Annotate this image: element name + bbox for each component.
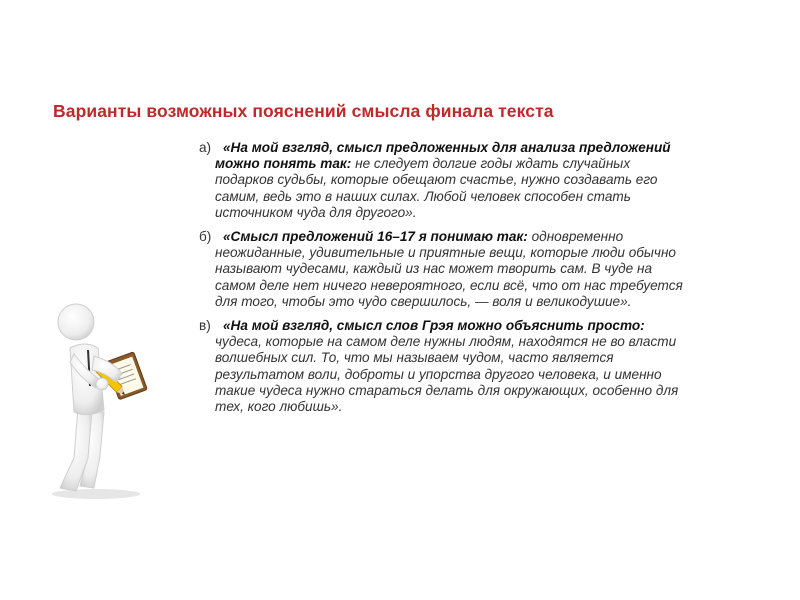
option-marker: в) (199, 318, 211, 334)
option-lead: «На мой взгляд, смысл слов Грэя можно объяснить просто: (223, 318, 645, 334)
option-body: одновременно неожиданные, удивительные и приятные вещи, которые люди обычно называют чудесами, каждый из нас может творить сам. В чуде на самом деле нет ничего невероятного, если всё, что от нас требуется для того, чтобы это чудо свершилось, — воля и великодушие». (215, 229, 683, 309)
figure-with-clipboard-icon (30, 290, 180, 500)
option-body: чудеса, которые на самом деле нужны людям, находятся не во власти волшебных сил. То, что мы называем чудом, часто является результатом воли, доброты и упорства другого человека, и именно такие чудеса нужно стараться делать для окружающих, особенно для тех, кого любишь». (215, 334, 679, 415)
option-a (199, 140, 689, 221)
option-body: не следует долгие годы ждать случайных подарков судьбы, которые обещают счастье, нужно создавать его самим, ведь это в наших силах. Любой человек способен стать источником чуда для другого». (215, 156, 658, 220)
option-lead: «Смысл предложений 16–17 я понимаю так: (223, 229, 528, 245)
option-b (199, 229, 689, 310)
option-marker: б) (199, 229, 212, 245)
options-list (199, 140, 689, 415)
option-c (199, 318, 689, 415)
option-marker: а) (199, 140, 212, 155)
option-lead: «На мой взгляд, смысл предложенных для анализа предложений можно понять так: (215, 140, 671, 172)
slide-title: Варианты возможных пояснений смысла финала текста (53, 101, 554, 121)
